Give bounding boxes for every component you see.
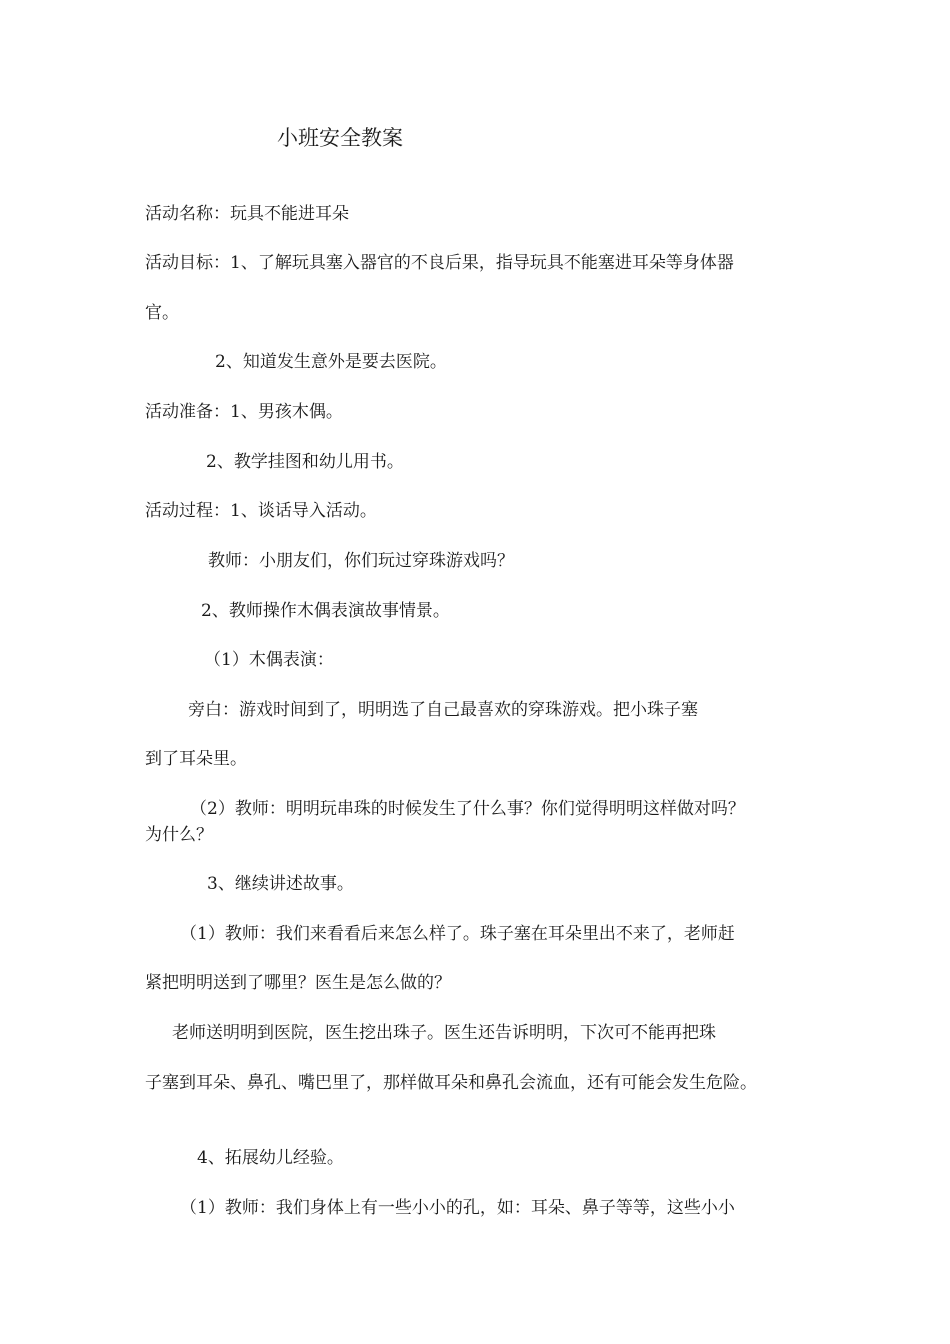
text-line: 官。 xyxy=(145,303,179,323)
text-line: 2、教学挂图和幼儿用书。 xyxy=(206,452,404,472)
text-line: 紧把明明送到了哪里？医生是怎么做的？ xyxy=(145,973,451,993)
text-line: 活动过程：1、谈话导入活动。 xyxy=(145,501,377,521)
text-line: 活动目标：1、了解玩具塞入器官的不良后果，指导玩具不能塞进耳朵等身体器 xyxy=(145,253,734,273)
text-line: 教师：小朋友们，你们玩过穿珠游戏吗？ xyxy=(208,551,514,571)
text-line: （2）教师：明明玩串珠的时候发生了什么事？你们觉得明明这样做对吗？ xyxy=(190,799,745,819)
text-line: 为什么？ xyxy=(145,825,213,845)
text-line: 2、知道发生意外是要去医院。 xyxy=(215,352,447,372)
text-line: 活动准备：1、男孩木偶。 xyxy=(145,402,343,422)
document-title: 小班安全教案 xyxy=(277,126,403,150)
text-line: 4、拓展幼儿经验。 xyxy=(197,1148,344,1168)
text-line: 旁白：游戏时间到了，明明选了自己最喜欢的穿珠游戏。把小珠子塞 xyxy=(188,700,698,720)
text-line: （1）教师：我们来看看后来怎么样了。珠子塞在耳朵里出不来了，老师赶 xyxy=(180,924,735,944)
text-line: 老师送明明到医院，医生挖出珠子。医生还告诉明明，下次可不能再把珠 xyxy=(172,1023,716,1043)
text-line: 子塞到耳朵、鼻孔、嘴巴里了，那样做耳朵和鼻孔会流血，还有可能会发生危险。 xyxy=(145,1073,757,1093)
text-line: 活动名称：玩具不能进耳朵 xyxy=(145,204,349,224)
text-line: 2、教师操作木偶表演故事情景。 xyxy=(201,601,450,621)
text-line: （1）木偶表演： xyxy=(204,650,334,670)
text-line: 3、继续讲述故事。 xyxy=(207,874,354,894)
text-line: （1）教师：我们身体上有一些小小的孔，如：耳朵、鼻子等等，这些小小 xyxy=(180,1198,735,1218)
text-line: 到了耳朵里。 xyxy=(145,749,247,769)
